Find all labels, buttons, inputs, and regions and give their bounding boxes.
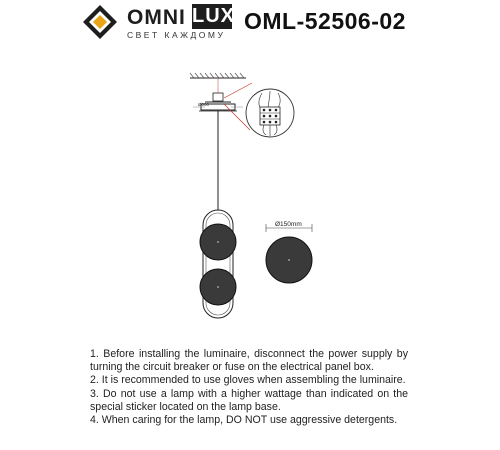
wiring-detail [246,89,294,137]
technical-drawing [0,60,500,330]
ceiling-line [190,73,246,78]
shade-side-view [266,224,312,283]
instruction-item: 1. Before installing the luminaire, disconnect the power supply by turning the circuit breaker or fuse on the electrical panel box. [90,348,408,374]
brand-name-lux: LUX [192,5,235,27]
brand-name-omni: OMNI [127,6,186,29]
brand-slogan: СВЕТ КАЖДОМУ [127,30,226,40]
canopy-diameter-label: Ø000 [198,102,210,107]
instruction-item: 3. Do not use a lamp with a higher wattage than indicated on the special sticker located on the lamp base. [90,387,408,413]
model-number: OML-52506-02 [244,8,406,34]
header [0,0,500,50]
pendant-lamp-front-view [200,210,236,318]
instruction-item: 2. It is recommended to use gloves when assembling the luminaire. [90,374,406,387]
shade-diameter-label: Ø150mm [275,221,302,228]
omnilux-logo-icon [82,4,118,40]
instruction-item: 4. When caring for the lamp, DO NOT use aggressive detergents. [90,414,398,427]
safety-instructions [90,348,408,427]
